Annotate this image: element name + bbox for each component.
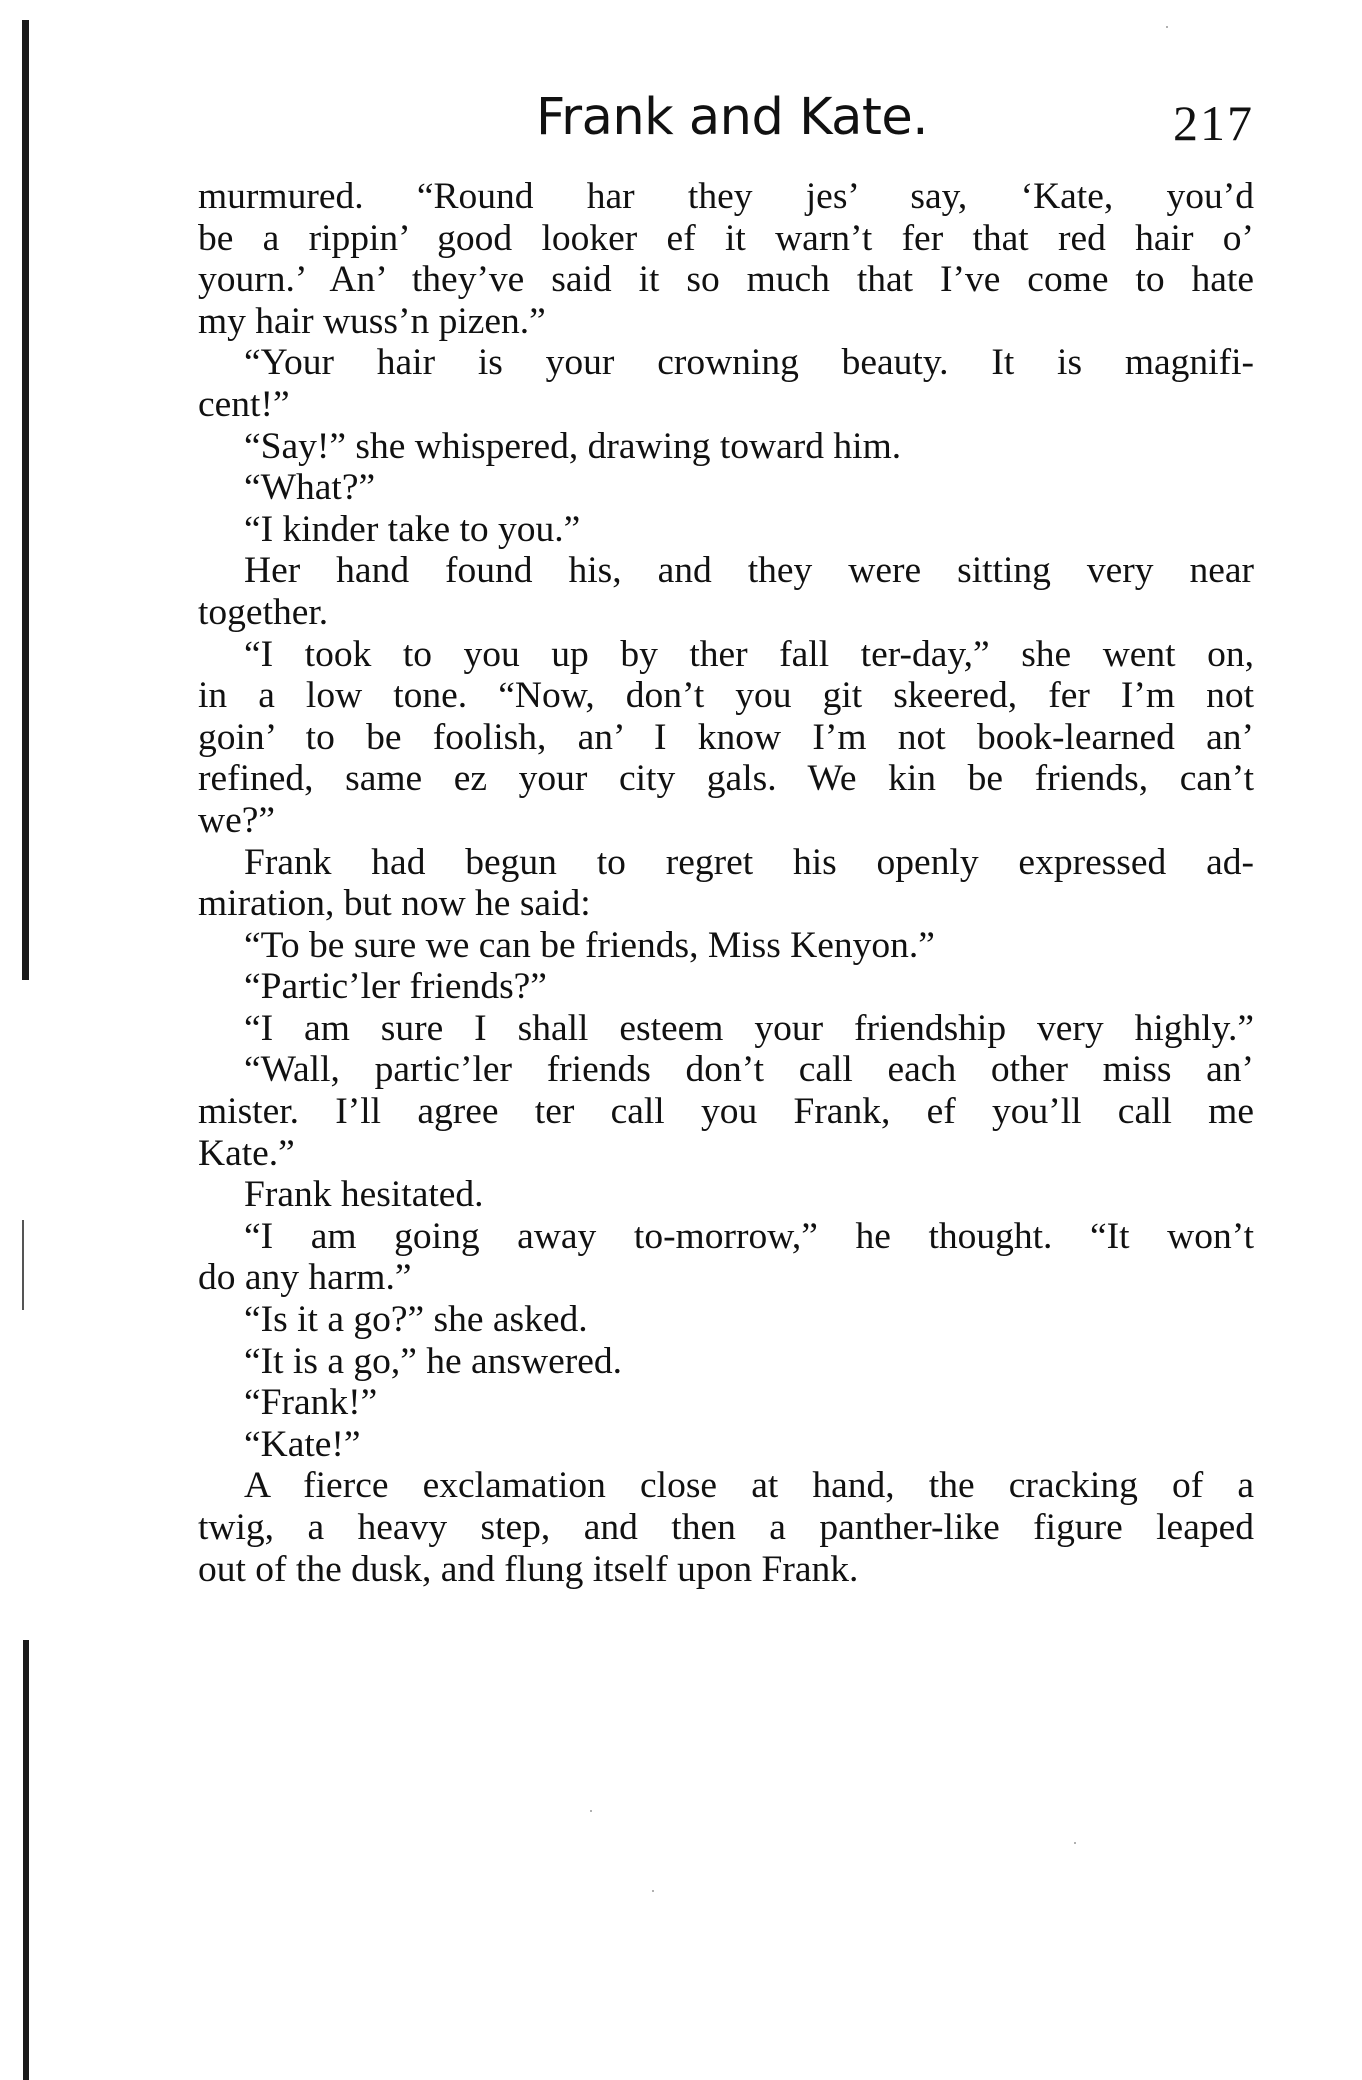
text-line: together.	[198, 591, 329, 633]
text-line: yourn.’ An’ they’ve said it so much that I’ve come to hate	[198, 259, 1254, 301]
text-line: “Your hair is your crowning beauty. It is magnifi-	[244, 342, 1254, 384]
text-line: goin’ to be foolish, an’ I know I’m not book-learned an’	[198, 716, 1254, 758]
text-line: refined, same ez your city gals. We kin be friends, can’t	[198, 758, 1254, 800]
text-line: A fierce exclamation close at hand, the cracking of a	[244, 1465, 1254, 1507]
body-text	[198, 176, 1254, 1590]
binding-mark	[22, 1220, 24, 1310]
scan-speck	[590, 1810, 592, 1812]
text-line: “I am going away to-morrow,” he thought. “It won’t	[244, 1215, 1254, 1257]
text-line: “Partic’ler friends?”	[244, 966, 547, 1008]
text-line: Frank hesitated.	[244, 1174, 484, 1216]
text-line: “I kinder take to you.”	[244, 508, 581, 550]
text-line: my hair wuss’n pizen.”	[198, 300, 546, 342]
text-line: do any harm.”	[198, 1257, 412, 1299]
text-line: miration, but now he said:	[198, 883, 591, 925]
text-line: “Say!” she whispered, drawing toward him.	[244, 425, 902, 467]
text-line: Her hand found his, and they were sitting very near	[244, 550, 1254, 592]
scan-speck	[1166, 26, 1168, 28]
text-line: “I took to you up by ther fall ter-day,” she went on,	[244, 633, 1254, 675]
text-line: “Is it a go?” she asked.	[244, 1299, 588, 1341]
page-number: 217	[1173, 95, 1254, 151]
binding-shadow-bottom	[23, 1640, 29, 2080]
text-line: Frank had begun to regret his openly expressed ad-	[244, 841, 1254, 883]
text-line: mister. I’ll agree ter call you Frank, ef you’ll call me	[198, 1091, 1254, 1133]
text-line: be a rippin’ good looker ef it warn’t fer that red hair o’	[198, 217, 1254, 259]
text-line: “Kate!”	[244, 1423, 361, 1465]
text-line: Kate.”	[198, 1132, 295, 1174]
text-line: in a low tone. “Now, don’t you git skeered, fer I’m not	[198, 675, 1254, 717]
text-line: “What?”	[244, 467, 376, 509]
text-line: twig, a heavy step, and then a panther-like figure leaped	[198, 1507, 1254, 1548]
text-line: “I am sure I shall esteem your friendship very highly.”	[244, 1007, 1254, 1049]
scan-speck	[652, 1890, 654, 1892]
running-title: Frank and Kate.	[536, 88, 928, 147]
scan-speck	[1074, 1842, 1076, 1844]
text-line: cent!”	[198, 383, 290, 425]
text-line: out of the dusk, and flung itself upon Frank.	[198, 1548, 859, 1590]
binding-shadow-top	[22, 20, 29, 980]
text-line: “Wall, partic’ler friends don’t call each other miss an’	[244, 1049, 1254, 1091]
text-line: we?”	[198, 799, 276, 841]
text-line: “To be sure we can be friends, Miss Kenyon.”	[244, 924, 935, 966]
text-line: “Frank!”	[244, 1382, 378, 1424]
text-line: “It is a go,” he answered.	[244, 1340, 622, 1382]
page-header	[198, 88, 1254, 158]
text-line: murmured. “Round har they jes’ say, ‘Kate, you’d	[198, 176, 1254, 217]
